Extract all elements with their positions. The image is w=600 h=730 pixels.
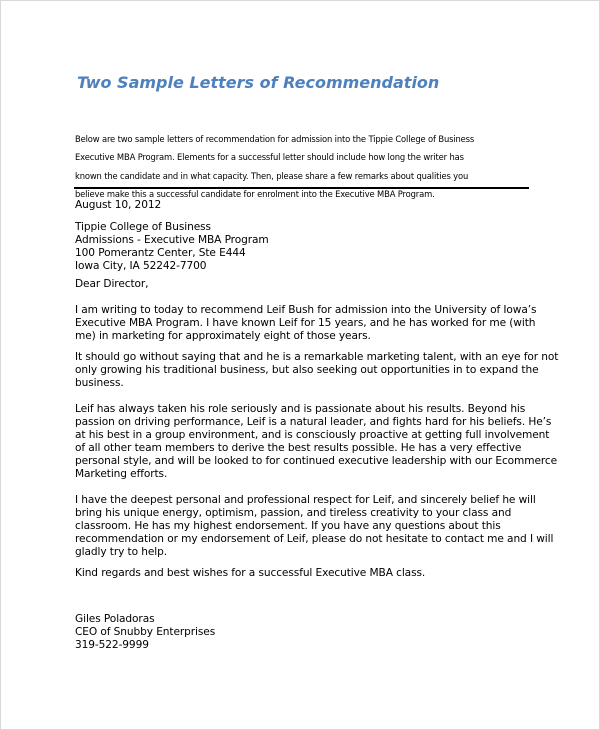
intro-line: Executive MBA Program. Elements for a successful letter should include how long the writer has	[75, 152, 464, 163]
letter-paragraph-3: Leif has always taken his role seriously and is passionate about his results. Beyond his passion on driving performance, Leif is a natural leader, and fights hard for his beliefs. He’s at his best in a group environment, and is consciously proactive at getting full involvement of all other team members to derive the best results possible. He has a very effective personal style, and will be looked to for continued executive leadership with our Ecommerce Marketing efforts.	[75, 403, 558, 480]
signer-name: Giles Poladoras	[75, 613, 155, 625]
document-title: Two Sample Letters of Recommendation	[77, 73, 440, 92]
letter-paragraph-1: I am writing to today to recommend Leif Bush for admission into the University of Iowa’s Executive MBA Program. I have known Leif for 15 years, and he has worked for me (with me) in marketing for approximately eight of those years.	[75, 304, 537, 342]
intro-line: believe make this a successful candidate for enrolment into the Executive MBA Program.	[75, 189, 435, 200]
recipient-address	[75, 221, 269, 273]
signer-phone: 319-522-9999	[75, 639, 149, 651]
intro-paragraph	[75, 130, 535, 204]
letter-date: August 10, 2012	[75, 199, 162, 211]
closing-line: Kind regards and best wishes for a successful Executive MBA class.	[75, 567, 426, 579]
recipient-line: Tippie College of Business	[75, 221, 211, 233]
letter-paragraph-2: It should go without saying that and he is a remarkable marketing talent, with an eye for not only growing his traditional business, but also seeking out opportunities in to expand the business.	[75, 351, 559, 389]
letter-paragraph-4: I have the deepest personal and professional respect for Leif, and sincerely belief he will bring his unique energy, optimism, passion, and tireless creativity to your class and classroom. He has my highest endorsement. If you have any questions about this recommendation or my endorsement of Leif, please do not hesitate to contact me and I will gladly try to help.	[75, 494, 554, 558]
recipient-line: 100 Pomerantz Center, Ste E444	[75, 247, 246, 259]
intro-line: Below are two sample letters of recommendation for admission into the Tippie College of Business	[75, 134, 475, 144]
recipient-line: Admissions - Executive MBA Program	[75, 234, 269, 246]
signature-block	[75, 613, 215, 652]
salutation: Dear Director,	[75, 278, 149, 290]
horizontal-divider	[74, 187, 529, 189]
intro-line: known the candidate and in what capacity. Then, please share a few remarks about qualities you	[75, 170, 469, 181]
recipient-line: Iowa City, IA 52242-7700	[75, 260, 207, 272]
signer-title: CEO of Snubby Enterprises	[75, 626, 216, 638]
